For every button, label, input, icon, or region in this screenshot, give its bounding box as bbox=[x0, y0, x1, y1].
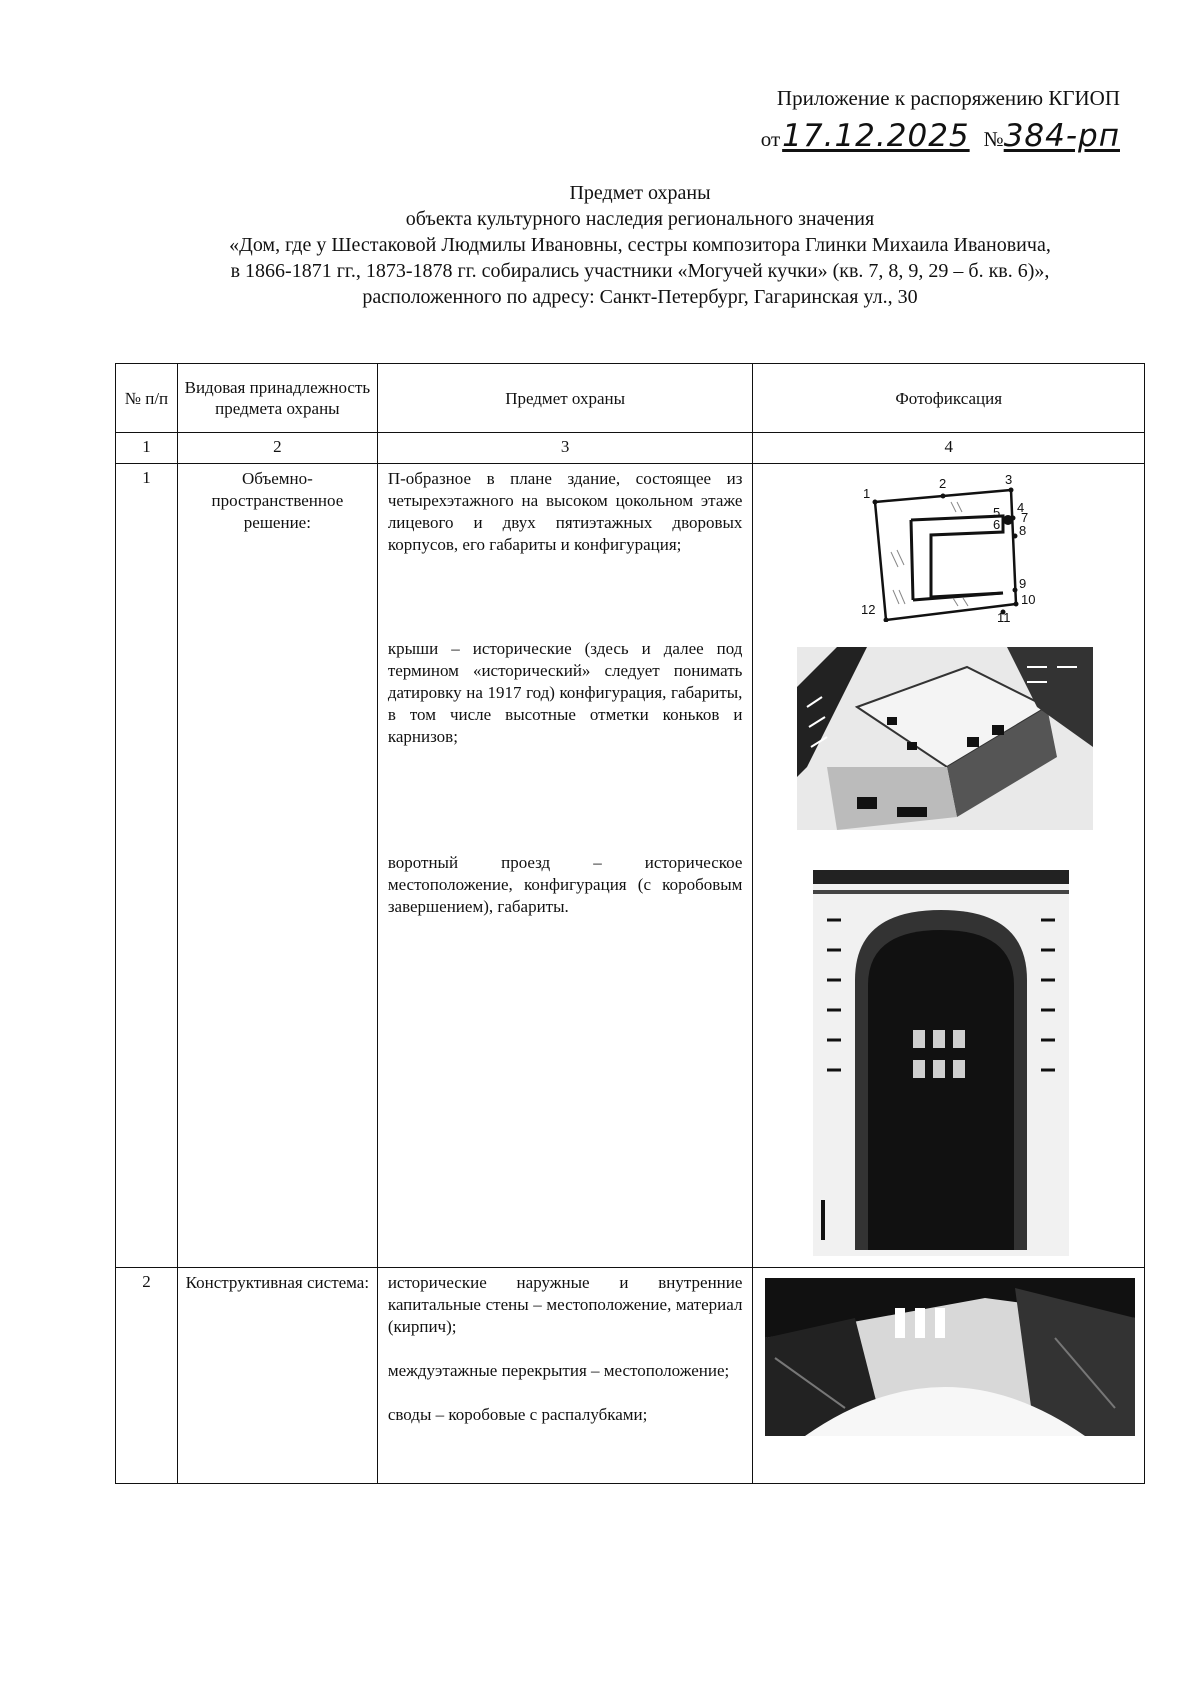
protection-subject-table bbox=[115, 363, 1145, 1484]
subject-item: крыши – исторические (здесь и далее под термином «исторический» следует понимать датировку на 1917 год) конфигурация, габариты, в том числе высотные отметки коньков и карнизов; bbox=[387, 639, 743, 746]
document-heading bbox=[100, 180, 1180, 310]
plan-point-label: 3 bbox=[1005, 472, 1013, 487]
handwritten-number: 384-рп bbox=[1003, 118, 1120, 154]
heading-line-2: объекта культурного наследия регионального значения bbox=[405, 208, 875, 230]
plan-point-label: 4 bbox=[1017, 500, 1025, 515]
table-row bbox=[116, 464, 1145, 1268]
date-prefix: от bbox=[760, 127, 781, 151]
number-prefix: № bbox=[983, 127, 1004, 151]
plan-point-label: 12 bbox=[861, 602, 876, 617]
plan-point-label: 9 bbox=[1019, 576, 1027, 591]
header-subject: Предмет охраны bbox=[377, 364, 753, 433]
appendix-reference bbox=[761, 118, 1120, 154]
column-number: 3 bbox=[377, 433, 753, 464]
appendix-title: Приложение к распоряжению КГИОП bbox=[776, 86, 1120, 110]
subject-item: исторические наружные и внутренние капитальные стены – местоположение, материал (кирпич); bbox=[387, 1273, 743, 1336]
subject-item: П-образное в плане здание, состоящее из четырехэтажного на высоком цокольном этаже лицевого и двух пятиэтажных дворовых корпусов, его габариты и конфигурация; bbox=[387, 469, 743, 554]
row-number: 1 bbox=[116, 464, 178, 1268]
table-row bbox=[116, 1268, 1145, 1484]
handwritten-date: 17.12.2025 bbox=[782, 118, 970, 154]
row-number: 2 bbox=[116, 1268, 178, 1484]
roof-aerial-photo bbox=[797, 647, 1093, 830]
row-photos bbox=[753, 464, 1145, 1268]
heading-line-5: расположенного по адресу: Санкт-Петербург, Гагаринская ул., 30 bbox=[362, 286, 918, 308]
column-number-row bbox=[116, 433, 1145, 464]
plan-point-label: 5 bbox=[993, 505, 1001, 520]
plan-point-label: 2 bbox=[939, 476, 947, 491]
column-number: 4 bbox=[753, 433, 1145, 464]
header-photo: Фотофиксация bbox=[753, 364, 1145, 433]
row-subject bbox=[377, 464, 753, 1268]
row-kind: Конструктивная система: bbox=[177, 1268, 377, 1484]
plan-point-label: 11 bbox=[997, 610, 1011, 622]
heading-line-3: «Дом, где у Шестаковой Людмилы Ивановны, сестры композитора Глинки Михаила Ивановича, bbox=[229, 234, 1051, 256]
plan-point-label: 7 bbox=[1021, 510, 1029, 525]
header-kind: Видовая принадлежность предмета охраны bbox=[177, 364, 377, 433]
header-number: № п/п bbox=[116, 364, 178, 433]
gateway-arch-photo bbox=[813, 870, 1069, 1256]
heading-line-1: Предмет охраны bbox=[569, 182, 711, 204]
table-header-row bbox=[116, 364, 1145, 433]
heading-line-4: в 1866-1871 гг., 1873-1878 гг. собирались участники «Могучей кучки» (кв. 7, 8, 9, 29 – б. кв. 6)», bbox=[230, 260, 1050, 282]
vaults-photo bbox=[765, 1278, 1135, 1436]
subject-item: воротный проезд – историческое местоположение, конфигурация (с коробовым завершением), габариты. bbox=[387, 853, 743, 916]
row-kind: Объемно-пространственное решение: bbox=[177, 464, 377, 1268]
plan-point-label: 8 bbox=[1019, 523, 1027, 538]
plan-point-label: 1 bbox=[863, 486, 871, 501]
plan-point-label: 6 bbox=[993, 517, 1001, 532]
row-subject bbox=[377, 1268, 753, 1484]
subject-item: междуэтажные перекрытия – местоположение; bbox=[387, 1361, 730, 1380]
site-plan-diagram bbox=[853, 472, 1053, 622]
row-photos bbox=[753, 1268, 1145, 1484]
column-number: 1 bbox=[116, 433, 178, 464]
plan-point-label: 10 bbox=[1021, 592, 1036, 607]
column-number: 2 bbox=[177, 433, 377, 464]
subject-item: своды – коробовые с распалубками; bbox=[387, 1405, 648, 1424]
